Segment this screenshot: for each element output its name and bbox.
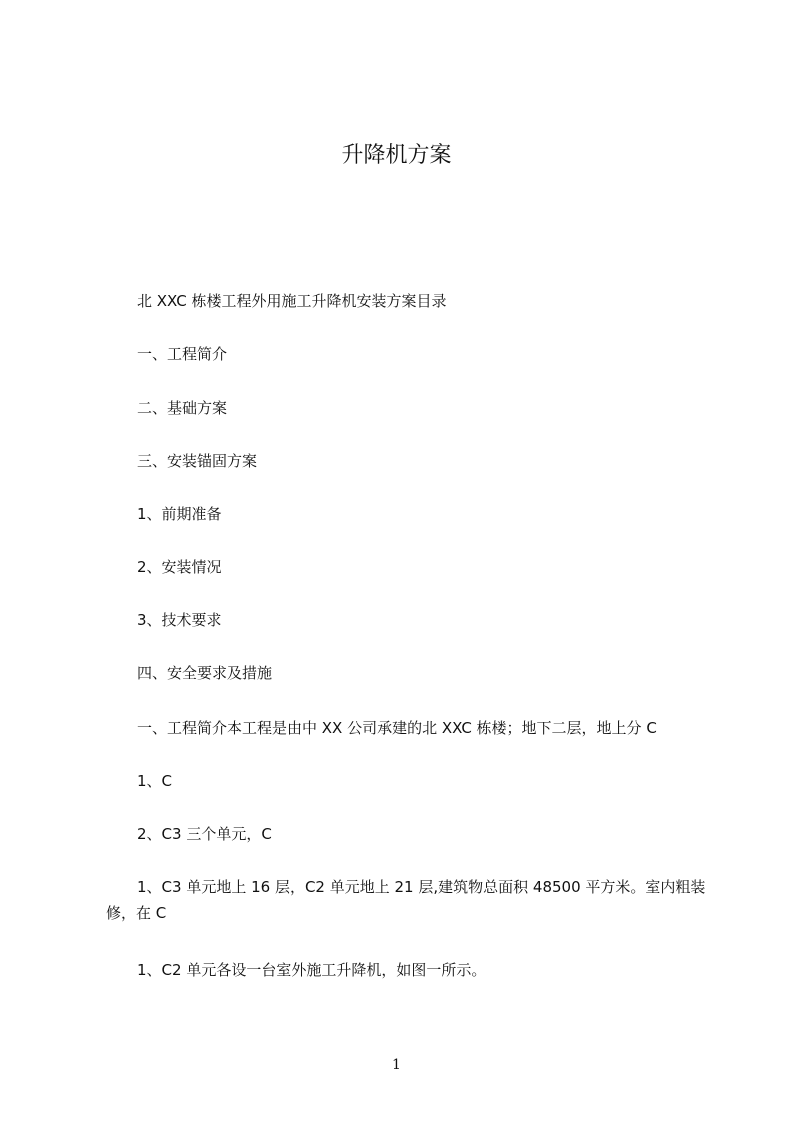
body-line: 2、C3 三个单元，C [137, 825, 272, 843]
toc-heading: 北 XXC 栋楼工程外用施工升降机安装方案目录 [137, 292, 447, 310]
document-title: 升降机方案 [341, 143, 452, 168]
toc-item-1: 一、工程简介 [137, 345, 228, 363]
toc-subitem-3: 3、技术要求 [137, 611, 222, 629]
toc-subitem-1: 1、前期准备 [137, 505, 222, 523]
body-line: 1、C2 单元各设一台室外施工升降机，如图一所示。 [137, 961, 487, 979]
page-number: 1 [392, 1057, 401, 1073]
toc-item-4: 四、安全要求及措施 [137, 664, 273, 682]
toc-subitem-2: 2、安装情况 [137, 558, 222, 576]
toc-item-3: 三、安装锚固方案 [137, 452, 258, 470]
body-paragraph: 1、C3 单元地上 16 层，C2 单元地上 21 层,建筑物总面积 48500 平方米。室内粗装修，在 C [106, 878, 706, 922]
toc-item-2: 二、基础方案 [137, 399, 228, 417]
body-line: 一、工程简介本工程是由中 XX 公司承建的北 XXC 栋楼；地下二层，地上分 C [137, 719, 657, 737]
body-line: 1、C [137, 772, 173, 790]
